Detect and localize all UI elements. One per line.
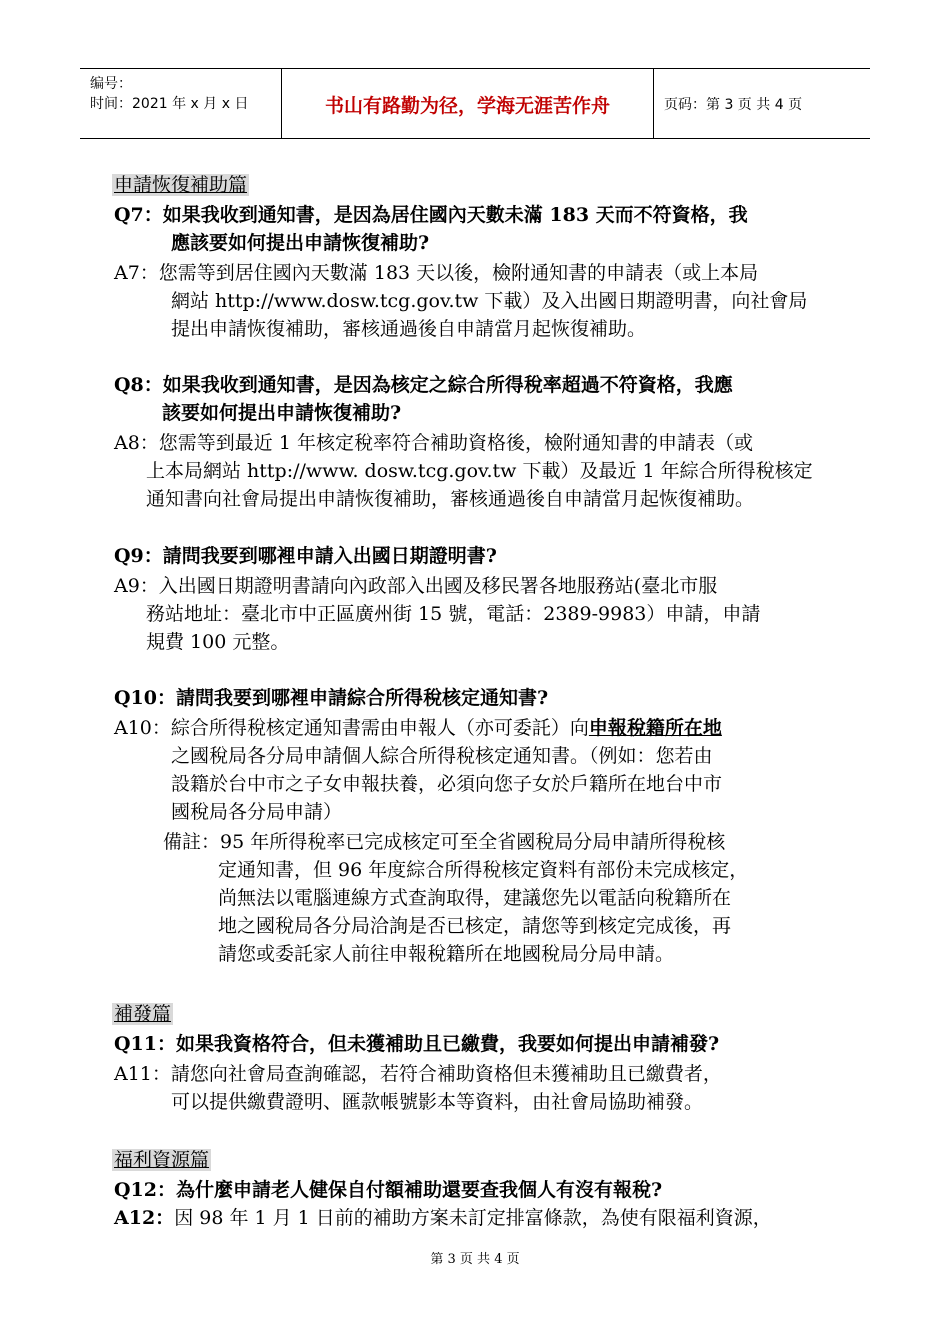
- answer-a7-line3: 提出申請恢復補助，審核通過後自申請當月起恢復補助。: [171, 318, 647, 340]
- answer-a12-text: 因 98 年 1 月 1 日前的補助方案未訂定排富條款，為使有限福利資源，: [174, 1207, 772, 1229]
- header-page-cell: [654, 69, 870, 138]
- answer-a10-line1-text: A10：綜合所得稅核定通知書需由申報人（亦可委託）向: [114, 717, 589, 739]
- page-code: 页码：第 3 页 共 4 页: [664, 97, 803, 113]
- header-motto-cell: [282, 69, 654, 138]
- answer-a7-line2: 網站 http://www.dosw.tcg.gov.tw 下載）及入出國日期證明書，向社會局: [171, 290, 808, 312]
- answer-a8-line2: 上本局網站 http://www. dosw.tcg.gov.tw 下載）及最近 1 年綜合所得稅核定: [146, 460, 813, 482]
- number-label: 编号：: [90, 76, 132, 92]
- answer-a9-line2: 務站地址：臺北市中正區廣州街 15 號，電話：2389-9983）申請，申請: [146, 603, 761, 625]
- question-q7-line2: 應該要如何提出申請恢復補助?: [171, 232, 430, 254]
- note-line1: 備註：95 年所得稅率已完成核定可至全省國稅局分局申請所得稅核: [163, 831, 726, 853]
- question-q8-line1: Q8：如果我收到通知書，是因為核定之綜合所得稅率超過不符資格，我應: [114, 374, 733, 396]
- tax-registration-emphasis: 申報稅籍所在地: [588, 717, 722, 739]
- question-q7-line1: Q7：如果我收到通知書，是因為居住國內天數未滿 183 天而不符資格，我: [114, 204, 748, 226]
- question-q9-line1: Q9：請問我要到哪裡申請入出國日期證明書?: [114, 545, 497, 567]
- header-info-cell: [80, 69, 282, 138]
- answer-a7-line1: A7：您需等到居住國內天數滿 183 天以後，檢附通知書的申請表（或上本局: [114, 262, 759, 284]
- answer-a10-line4: 國稅局各分局申請）: [171, 801, 343, 823]
- question-q11-line1: Q11：如果我資格符合，但未獲補助且已繳費，我要如何提出申請補發?: [114, 1033, 720, 1055]
- section-title-reissue: 補發篇: [114, 1003, 172, 1025]
- answer-a9-line3: 規費 100 元整。: [146, 631, 290, 653]
- note-line4: 地之國稅局各分局洽詢是否已核定，請您等到核定完成後，再: [218, 915, 732, 937]
- answer-a10-line3: 設籍於台中市之子女申報扶養，必須向您子女於戶籍所在地台中市: [171, 773, 723, 795]
- page-header: [80, 68, 870, 139]
- answer-a9-line1: A9：入出國日期證明書請向內政部入出國及移民署各地服務站(臺北市服: [114, 575, 718, 597]
- answer-a10-line2: 之國稅局各分局申請個人綜合所得稅核定通知書。（例如：您若由: [171, 745, 713, 767]
- question-q12-line1: Q12：為什麼申請老人健保自付額補助還要查我個人有沒有報稅?: [114, 1179, 663, 1201]
- answer-a12-label: A12：: [114, 1207, 175, 1229]
- question-q10-line1: Q10：請問我要到哪裡申請綜合所得稅核定通知書?: [114, 687, 549, 709]
- note-line5: 請您或委託家人前往申報稅籍所在地國稅局分局申請。: [218, 943, 675, 965]
- answer-a11-line1: A11：請您向社會局查詢確認，若符合補助資格但未獲補助且已繳費者，: [114, 1063, 722, 1085]
- section-title-welfare: 福利資源篇: [114, 1149, 210, 1171]
- motto: 书山有路勤为径，学海无涯苦作舟: [324, 95, 610, 117]
- answer-a10-line1: [114, 716, 722, 740]
- note-line3: 尚無法以電腦連線方式查詢取得，建議您先以電話向稅籍所在: [218, 887, 732, 909]
- answer-a8-line3: 通知書向社會局提出申請恢復補助，審核通過後自申請當月起恢復補助。: [146, 488, 755, 510]
- page-footer: 第 3 页 共 4 页: [430, 1252, 520, 1267]
- time-label: 时间：2021 年 x 月 x 日: [90, 96, 249, 112]
- note-line2: 定通知書，但 96 年度綜合所得稅核定資料有部份未完成核定，: [218, 859, 749, 881]
- answer-a8-line1: A8：您需等到最近 1 年核定稅率符合補助資格後，檢附通知書的申請表（或: [114, 432, 753, 454]
- answer-a11-line2: 可以提供繳費證明、匯款帳號影本等資料，由社會局協助補發。: [171, 1091, 704, 1113]
- question-q8-line2: 該要如何提出申請恢復補助?: [162, 402, 402, 424]
- section-title-restore: 申請恢復補助篇: [114, 174, 248, 196]
- answer-a12-line1: [114, 1206, 772, 1230]
